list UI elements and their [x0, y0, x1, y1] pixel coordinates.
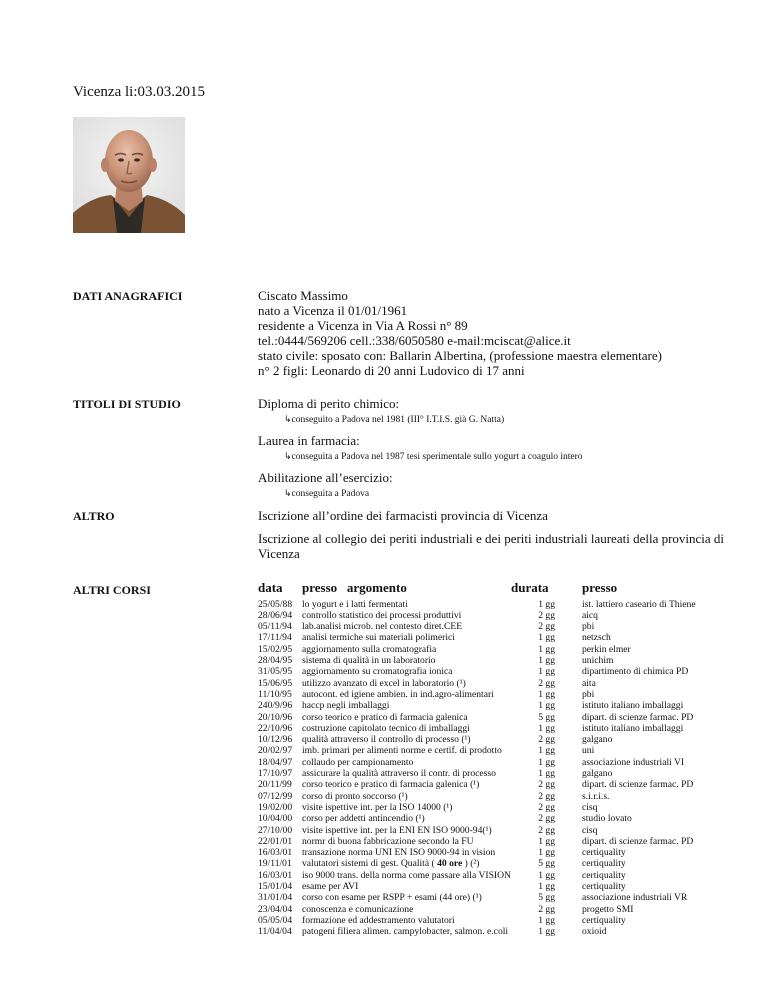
degree-title: Diploma di perito chimico: [258, 396, 400, 411]
course-topic: corso teorico e pratico di farmacia galenica (¹) [302, 779, 480, 791]
course-provider: certiquality [582, 858, 626, 870]
course-topic: qualità attraverso il controllo di processo (¹) [302, 734, 471, 746]
degree-detail: conseguito a Padova nel 1981 (III° I.T.I.S. già G. Natta) [291, 415, 505, 425]
course-topic: corso per addetti antincendio (¹) [302, 813, 425, 825]
course-date: 31/05/95 [258, 666, 293, 678]
course-duration: 2 gg [538, 734, 555, 746]
anagrafici-block [258, 288, 662, 378]
course-topic: formazione ed addestramento valutatori [302, 914, 455, 926]
altro-block-2 [258, 531, 724, 561]
course-topic: analisi termiche sui materiali polimerici [302, 632, 455, 644]
header-date: Vicenza li:03.03.2015 [73, 84, 205, 100]
degree-detail: conseguita a Padova nel 1987 tesi sperimentale sullo yogurt a coagulo intero [291, 452, 583, 462]
course-topic: aggiornamento sulla cromatografia [302, 643, 437, 655]
course-topic: valutatori sistemi di gest. Qualità ( 40 ore ) (²) [302, 858, 480, 870]
course-duration: 1 gg [538, 688, 555, 700]
course-duration: 2 gg [538, 677, 555, 689]
course-provider: aita [582, 677, 596, 689]
children-info: n° 2 figli: Leonardo di 20 anni Ludovico di 17 anni [258, 363, 525, 378]
course-provider: pbi [582, 621, 595, 633]
course-provider: certiquality [582, 914, 626, 926]
studio-item-laurea [258, 433, 583, 465]
course-duration: 2 gg [538, 801, 555, 813]
course-provider: studio lovato [582, 813, 632, 825]
course-date: 240/9/96 [258, 700, 293, 712]
course-date: 18/04/97 [258, 756, 293, 768]
course-date: 28/06/94 [258, 609, 293, 621]
course-date: 27/10/00 [258, 824, 293, 836]
course-duration: 1 gg [538, 926, 555, 938]
course-topic: sistema di qualità in un laboratorio [302, 655, 436, 666]
course-date: 20/10/96 [258, 711, 293, 723]
course-provider: uni [582, 745, 595, 757]
course-duration: 2 gg [538, 824, 555, 836]
course-date: 23/04/04 [258, 903, 293, 915]
course-provider: dipart. di scienze farmac. PD [582, 711, 694, 723]
course-duration: 1 gg [538, 655, 555, 666]
course-topic: iso 9000 trans. della norma come passare alla VISION [302, 869, 511, 881]
course-provider: certiquality [582, 847, 626, 859]
course-date: 11/04/04 [258, 926, 292, 938]
course-duration: 2 gg [538, 903, 555, 915]
course-topic: costruzione capitolato tecnico di imballaggi [302, 722, 470, 734]
course-duration: 2 gg [538, 621, 555, 633]
course-provider: progetto SMI [582, 903, 634, 915]
course-duration: 1 gg [538, 745, 555, 757]
course-date: 17/11/94 [258, 632, 292, 644]
course-topic: lab.analisi microb. nel contesto diret.CEE [302, 621, 463, 633]
altro-line-2a: Iscrizione al collegio dei periti industriali e dei periti industriali laureati della provincia di [258, 531, 725, 546]
altro-line-1: Iscrizione all’ordine dei farmacisti provincia di Vicenza [258, 508, 548, 523]
course-provider: certiquality [582, 881, 626, 892]
course-date: 22/10/96 [258, 722, 293, 734]
course-provider: certiquality [582, 869, 626, 881]
course-topic: imb. primari per alimenti norme e certif. di prodotto [302, 745, 502, 757]
course-date: 15/06/95 [258, 677, 293, 689]
course-date: 19/02/00 [258, 801, 293, 813]
marital-status: stato civile: sposato con: Ballarin Albertina, (professione maestra elementare) [258, 348, 662, 363]
course-duration: 2 gg [538, 790, 555, 802]
course-duration: 5 gg [538, 892, 555, 904]
course-date: 19/11/01 [258, 858, 292, 870]
course-date: 05/05/04 [258, 914, 293, 926]
course-provider: galgano [582, 768, 613, 779]
course-duration: 1 gg [538, 914, 555, 926]
course-provider: cisq [582, 824, 598, 836]
course-date: 07/12/99 [258, 790, 293, 802]
arrow-return-icon: ↳ [284, 489, 292, 499]
arrow-return-icon: ↳ [284, 452, 292, 462]
course-date: 17/10/97 [258, 768, 293, 779]
course-provider: s.i.r.i.s. [582, 790, 610, 802]
course-date: 15/02/95 [258, 643, 293, 655]
course-duration: 2 gg [538, 813, 555, 825]
course-topic: utilizzo avanzato di excel in laboratorio (¹) [302, 677, 466, 689]
course-duration: 1 gg [538, 768, 555, 779]
course-duration: 2 gg [538, 609, 555, 621]
course-topic: visite ispettive int. per la ENI EN ISO 9000-94(¹) [302, 824, 492, 836]
course-provider: perkin elmer [582, 643, 631, 655]
course-duration: 2 gg [538, 779, 555, 791]
course-date: 15/01/04 [258, 881, 293, 892]
degree-title: Laurea in farmacia: [258, 433, 360, 448]
course-topic: lo yogurt e i latti fermentati [302, 598, 408, 610]
course-provider: pbi [582, 688, 595, 700]
section-label-anagrafici: DATI ANAGRAFICI [73, 289, 183, 303]
course-topic: transazione norma UNI EN ISO 9000-94 in vision [302, 847, 496, 859]
course-provider: netzsch [582, 632, 611, 644]
course-topic: controllo statistico dei processi produttivi [302, 609, 462, 621]
course-topic: corso con esame per RSPP + esami (44 ore) (¹) [302, 892, 482, 904]
residence-info: residente a Vicenza in Via A Rossi n° 89 [258, 318, 468, 333]
degree-detail: conseguita a Padova [291, 489, 370, 499]
course-topic: aggiornamento su cromatografia ionica [302, 666, 453, 678]
course-topic: visite ispettive int. per la ISO 14000 (¹) [302, 801, 453, 813]
contact-info: tel.:0444/569206 cell.:338/6050580 e-mail:mciscat@alice.it [258, 333, 571, 348]
course-provider: ist. lattiero caseario di Thiene [582, 598, 696, 610]
course-provider: dipart. di scienze farmac. PD [582, 835, 694, 847]
course-topic: corso di pronto soccorso (¹) [302, 790, 408, 802]
course-provider: associazione industriali VR [582, 892, 688, 904]
section-label-studio: TITOLI DI STUDIO [73, 397, 181, 411]
course-topic: haccp negli imballaggi [302, 700, 390, 712]
course-date: 11/10/95 [258, 688, 292, 700]
course-duration: 1 gg [538, 847, 555, 859]
course-duration: 1 gg [538, 643, 555, 655]
degree-title: Abilitazione all’esercizio: [258, 470, 393, 485]
person-photo-icon [73, 117, 185, 233]
course-duration: 1 gg [538, 632, 555, 644]
course-provider: cisq [582, 801, 598, 813]
course-date: 28/04/95 [258, 655, 293, 666]
col-header-presso: presso [582, 580, 618, 595]
course-date: 16/03/01 [258, 869, 293, 881]
course-duration: 1 gg [538, 700, 555, 712]
course-duration: 5 gg [538, 711, 555, 723]
course-provider: unichim [582, 655, 614, 666]
col-header-data: data [258, 580, 283, 595]
course-provider: oxioid [582, 926, 607, 938]
course-date: 22/01/01 [258, 835, 293, 847]
course-duration: 1 gg [538, 835, 555, 847]
course-date: 10/04/00 [258, 813, 293, 825]
course-duration: 1 gg [538, 666, 555, 678]
course-topic: esame per AVI [302, 881, 359, 892]
course-topic: corso teorico e pratico di farmacia galenica [302, 711, 468, 723]
course-provider: associazione industriali VI [582, 756, 685, 768]
course-date: 16/03/01 [258, 847, 293, 859]
course-provider: aicq [582, 609, 598, 621]
course-date: 05/11/94 [258, 621, 292, 633]
course-duration: 1 gg [538, 756, 555, 768]
course-topic: conoscenza e comunicazione [302, 903, 414, 915]
col-header-durata: durata [511, 580, 549, 595]
course-duration: 1 gg [538, 869, 555, 881]
course-provider: dipartimento di chimica PD [582, 666, 689, 678]
section-label-altro: ALTRO [73, 509, 115, 523]
course-topic: autocont. ed igiene ambien. in ind.agro-alimentari [302, 688, 494, 700]
course-date: 31/01/04 [258, 892, 293, 904]
course-provider: galgano [582, 734, 613, 746]
course-provider: istituto italiano imballaggi [582, 722, 684, 734]
studio-item-diploma [258, 396, 504, 428]
course-duration: 1 gg [538, 598, 555, 610]
course-provider: dipart. di scienze farmac. PD [582, 779, 694, 791]
course-date: 25/05/88 [258, 598, 293, 610]
course-topic: collaudo per campionamento [302, 756, 414, 768]
arrow-return-icon: ↳ [284, 415, 292, 425]
course-duration: 5 gg [538, 858, 555, 870]
course-provider: istituto italiano imballaggi [582, 700, 684, 712]
studio-item-abilitazione [258, 470, 393, 502]
course-date: 10/12/96 [258, 734, 293, 746]
course-date: 20/02/97 [258, 745, 293, 757]
course-topic: patogeni filiera alimen. campylobacter, salmon. e.coli [302, 926, 509, 938]
course-topic: normr di buona fabbricazione secondo la FU [302, 835, 474, 847]
course-duration: 1 gg [538, 881, 555, 892]
section-label-corsi: ALTRI CORSI [73, 583, 151, 597]
birth-info: nato a Vicenza il 01/01/1961 [258, 303, 408, 318]
altro-line-2b: Vicenza [258, 546, 300, 561]
course-duration: 1 gg [538, 722, 555, 734]
course-date: 20/11/99 [258, 779, 292, 791]
full-name: Ciscato Massimo [258, 288, 348, 303]
course-topic: assicurare la qualità attraverso il contr. di processo [302, 768, 496, 779]
col-header-argomento: presso argomento [302, 580, 407, 595]
